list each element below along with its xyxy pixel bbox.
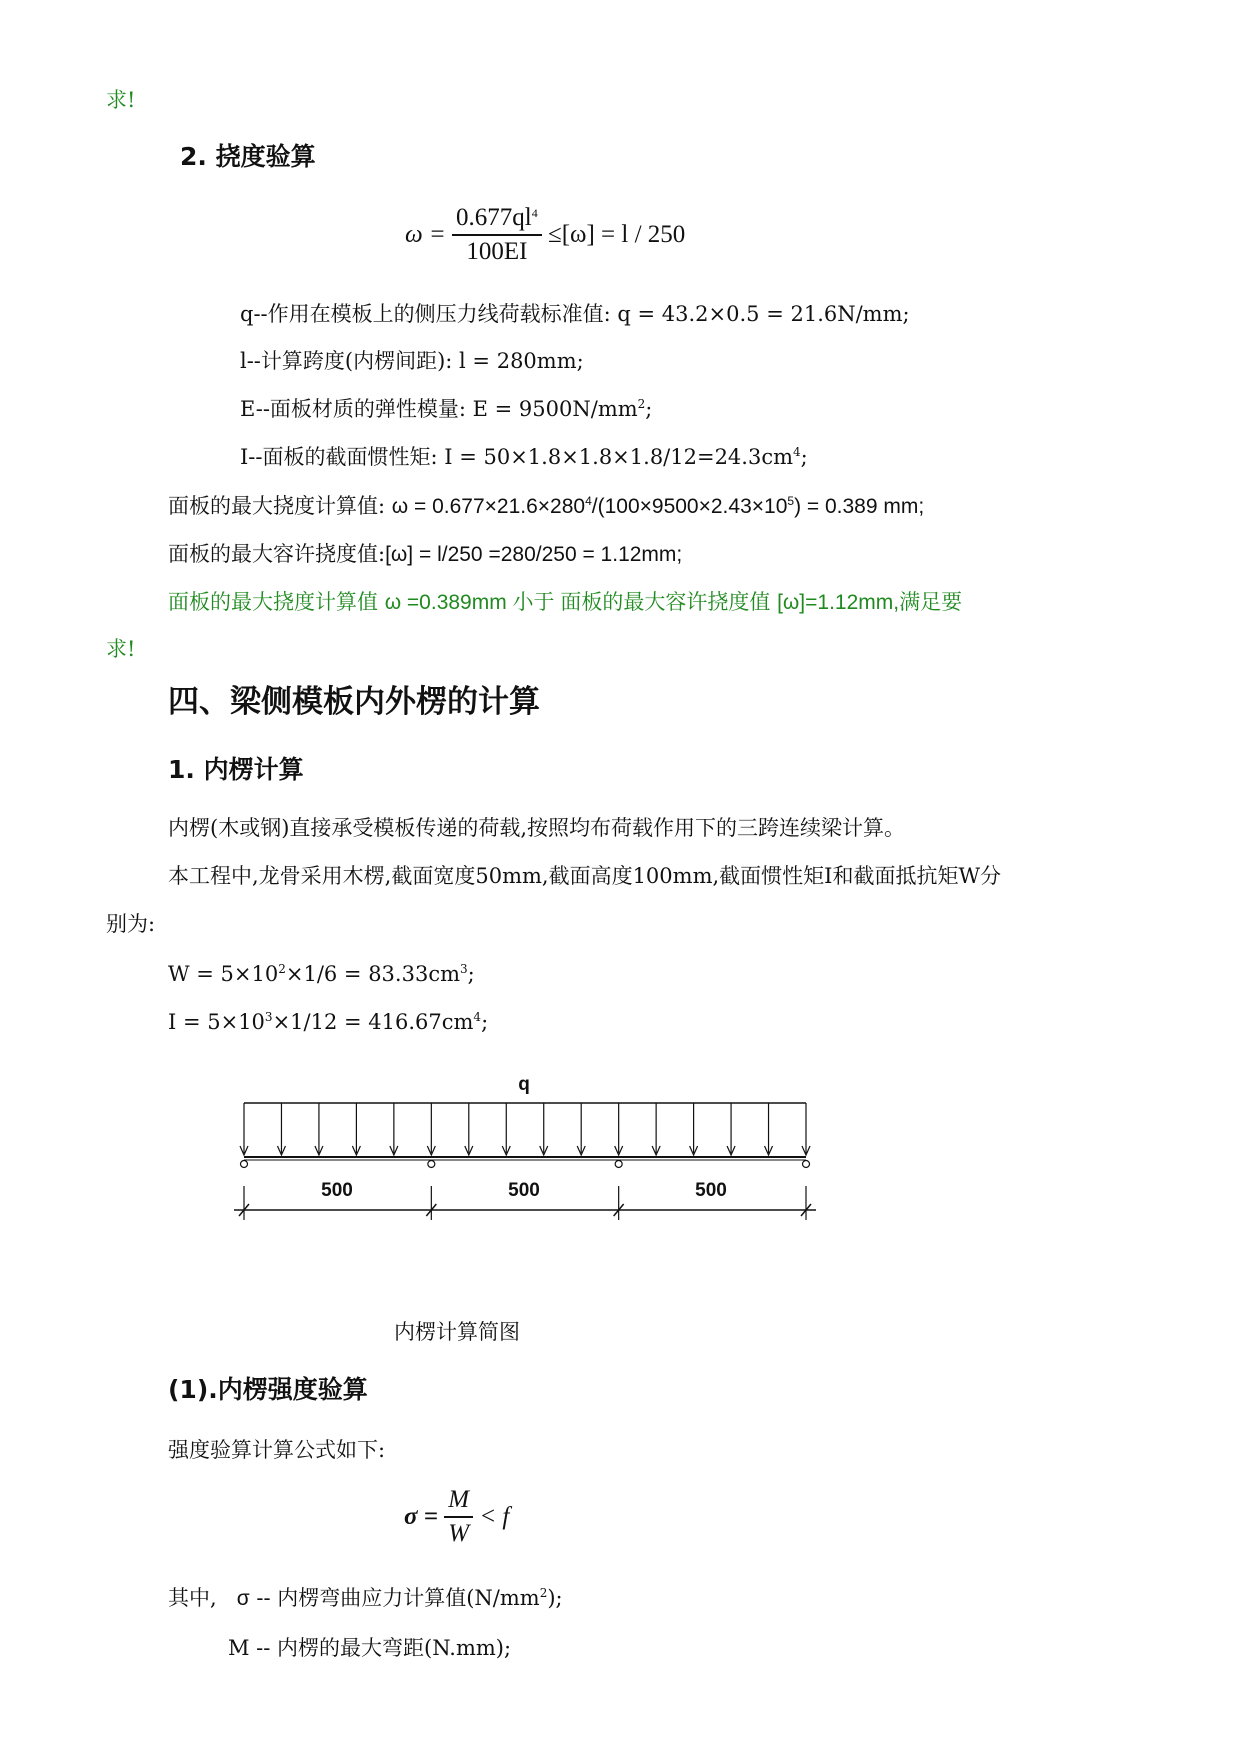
span-label-2: 500 bbox=[508, 1180, 540, 1201]
supports bbox=[241, 1161, 810, 1168]
paragraph-1: 内楞(木或钢)直接承受模板传递的荷载,按照均布荷载作用下的三跨连续梁计算。 bbox=[168, 816, 906, 840]
formula-fraction bbox=[452, 204, 542, 266]
conclusion-line: 面板的最大挠度计算值 ω =0.389mm 小于 面板的最大容许挠度值 [ω]=1.12mm,满足要 bbox=[168, 590, 963, 614]
def-l: l--计算跨度(内楞间距): l = 280mm; bbox=[240, 349, 584, 373]
w-formula: $W = 5\times 10^2\times 1/6 = 83.33cm^3$; bbox=[168, 962, 475, 986]
stress-lhs: σ = bbox=[404, 1503, 438, 1530]
stress-numerator: M bbox=[444, 1486, 473, 1518]
subsection-title-strength: (1).内楞强度验算 bbox=[168, 1375, 368, 1404]
formula-lhs: ω = bbox=[405, 221, 446, 248]
stress-rhs: < f bbox=[479, 1503, 510, 1530]
stress-fraction bbox=[444, 1486, 473, 1548]
i-formula: $I = 5\times 10^3\times 1/12 = 416.67cm^4$; bbox=[168, 1010, 489, 1034]
formula-numerator: 0.677ql bbox=[456, 204, 532, 231]
def-e: E--面板材质的弹性模量: $E = 9500N/mm^2$; bbox=[240, 397, 653, 421]
def-i: I--面板的截面惯性矩: $I = 50\times 1.8\times 1.8\times 1.8/12=24.3cm^4$; bbox=[240, 445, 808, 469]
section-title-4: 四、梁侧模板内外楞的计算 bbox=[168, 684, 540, 720]
where-sigma: 其中, σ -- 内楞弯曲应力计算值$(N/mm^2)$; bbox=[168, 1586, 563, 1610]
formula-rhs: ≤[ω] = l / 250 bbox=[547, 221, 686, 248]
formula-denominator: 100EI bbox=[466, 238, 528, 265]
span-label-3: 500 bbox=[695, 1180, 727, 1201]
conclusion-continuation: 求! bbox=[106, 637, 136, 661]
support-pin bbox=[428, 1161, 435, 1168]
allow-deflection-line: 面板的最大容许挠度值:[ω] = l/250 =280/250 = 1.12mm; bbox=[168, 542, 683, 566]
load-label: q bbox=[518, 1074, 530, 1095]
section-title-deflection: 2. 挠度验算 bbox=[180, 142, 316, 171]
beam-diagram bbox=[230, 1060, 820, 1240]
continuation-text: 求! bbox=[106, 88, 136, 112]
where-m: M -- 内楞的最大弯距(N.mm); bbox=[228, 1636, 512, 1660]
support-pin bbox=[615, 1161, 622, 1168]
def-q: q--作用在模板上的侧压力线荷载标准值: q = 43.2×0.5 = 21.6N/mm; bbox=[240, 302, 910, 326]
stress-denominator: W bbox=[448, 1520, 470, 1547]
paragraph-2-line-1: 本工程中,龙骨采用木楞,截面宽度50mm,截面高度100mm,截面惯性矩I和截面抵抗矩W分 bbox=[168, 864, 1002, 888]
deflection-formula bbox=[405, 204, 685, 266]
diagram-caption: 内楞计算简图 bbox=[394, 1320, 520, 1344]
strength-intro: 强度验算计算公式如下: bbox=[168, 1438, 386, 1462]
load-arrows bbox=[240, 1103, 810, 1155]
max-deflection-line: 面板的最大挠度计算值: $\omega = 0.677\times 21.6\times 280^4/(100\times 9500\times 2.43\times 10^5) = 0.389$ mm; bbox=[168, 494, 925, 518]
stress-formula bbox=[404, 1486, 509, 1548]
paragraph-2-line-2: 别为: bbox=[106, 912, 156, 936]
formula-numerator-exp: 4 bbox=[531, 206, 538, 220]
span-label-1: 500 bbox=[321, 1180, 353, 1201]
support-pin bbox=[803, 1161, 810, 1168]
section-title-4-1: 1. 内楞计算 bbox=[168, 755, 304, 784]
support-pin bbox=[241, 1161, 248, 1168]
